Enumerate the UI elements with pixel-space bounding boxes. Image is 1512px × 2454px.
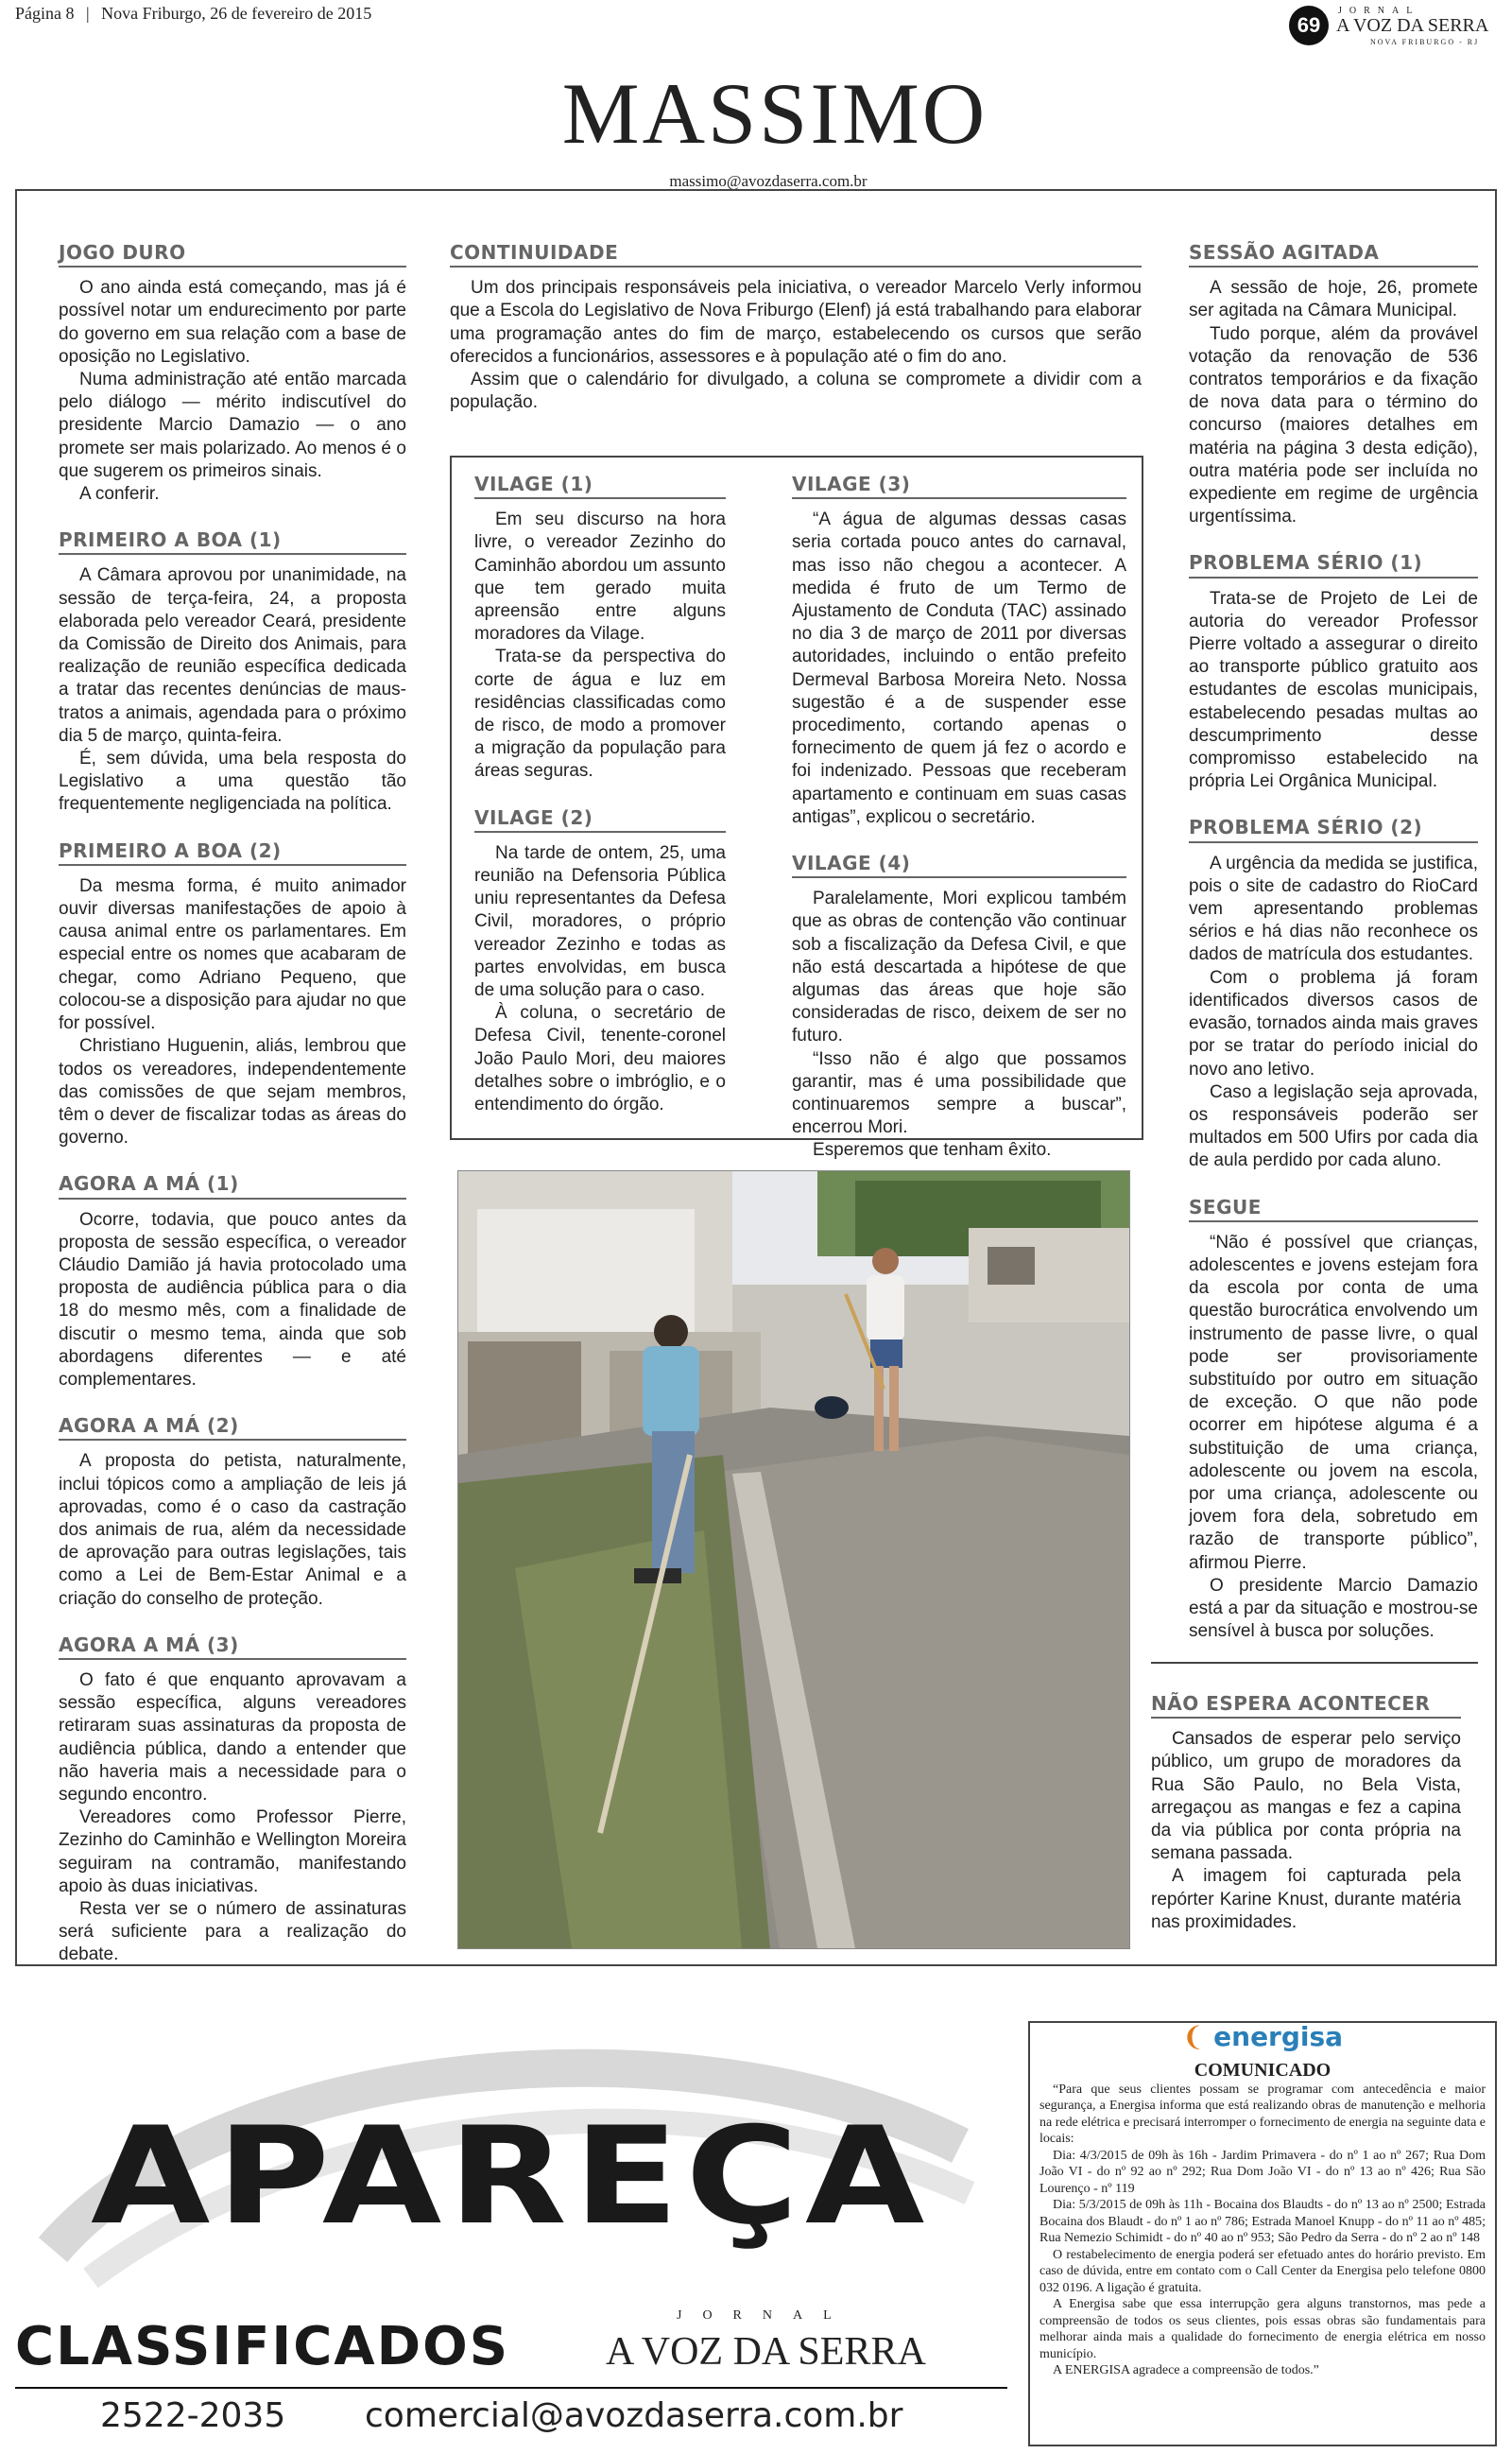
classificados-ad[interactable] (15, 2013, 1007, 2448)
notice-paragraph: Dia: 4/3/2015 de 09h às 16h - Jardim Primavera - do nº 1 ao nº 267; Rua Dom João VI - do nº 92 ao nº 292; Rua Dom João VI - do nº 13 ao nº 426; Rua São Lourenço - nº 119 (1040, 2148, 1486, 2196)
section-sessao-agitada (1189, 241, 1478, 528)
section-heading: AGORA A MÁ (3) (59, 1633, 406, 1660)
section-nao-espera (1151, 1692, 1461, 1934)
paragraph: Caso a legislação seja aprovada, os responsáveis poderão ser multados em 500 Ufirs por cada dia de aula perdido por cada aluno. (1189, 1081, 1478, 1171)
section-continuidade (450, 241, 1142, 414)
ad-email[interactable]: comercial@avozdaserra.com.br (365, 2396, 903, 2435)
paragraph: Da mesma forma, é muito animador ouvir diversas manifestações de apoio à causa animal entre os parlamentares. Em especial entre os nomes que acabaram de chegar, como Adriano Pequeno, que colocou-se a disposição para ajudar no que for possível. (59, 875, 406, 1034)
paragraph: Com o problema já foram identificados diversos casos de evasão, tornados ainda mais graves por se tratar do período inicial do novo ano letivo. (1189, 967, 1478, 1080)
page-header (15, 0, 1497, 46)
section-vilage-2 (474, 806, 726, 1117)
section-segue (1189, 1196, 1478, 1644)
logo-mark-icon: 69 (1289, 6, 1329, 45)
section-heading: VILAGE (4) (792, 852, 1126, 878)
section-heading: CONTINUIDADE (450, 241, 1142, 268)
notice-paragraph: A Energisa sabe que essa interrupção gera alguns transtornos, mas pede a compreensão de todos os seus clientes, pois essas obras são fundamentais para melhorar ainda mais a qualidade do fornecimento de energia elétrica em nosso município. (1040, 2297, 1486, 2361)
section-agora-ma-1 (59, 1172, 406, 1391)
paragraph: Christiano Huguenin, aliás, lembrou que todos os vereadores, independentemente das comissões de que sejam membros, têm o dever de fiscalizar todas as áreas do governo. (59, 1036, 406, 1149)
paragraph: “Isso não é algo que possamos garantir, mas é uma possibilidade que continuaremos sempre a buscar”, encerrou Mori. (792, 1048, 1126, 1138)
notice-paragraph: “Para que seus clientes possam se programar com antecedência e maior segurança, a Energisa informa que está realizando obras de manutenção e melhoria na rede elétrica e precisará interromper o fornecimento de energia na seguinte data e locais: (1040, 2082, 1486, 2146)
logo-journal-label: JORNAL (1338, 6, 1420, 16)
paragraph: A proposta do petista, naturalmente, inclui tópicos como a ampliação de leis já aprovadas, como é o caso da castração dos animais de rua, além da necessidade de aprovação para outras legislações, tais como a Lei de Bem-Estar Animal e a criação do conselho de proteção. (59, 1451, 406, 1609)
paragraph: Trata-se da perspectiva do corte de água e luz em residências classificadas como de risco, de modo a promover a migração da população para áreas seguras. (474, 647, 726, 782)
paragraph: Trata-se de Projeto de Lei de autoria do vereador Professor Pierre voltado a assegurar o direito ao transporte público gratuito aos estudantes de escolas municipais, estabelecendo pesadas multas ao descumprimento desse compromisso estabelecido na própria Lei Orgânica Municipal. (1189, 588, 1478, 792)
paragraph: Tudo porque, além da provável votação da renovação de 536 contratos temporários e da fixação de nova data para o término do concurso (maiores detalhes em matéria na página 3 desta edição), outra matéria pode ser incluída no expediente em regime de urgência urgentíssima. (1189, 323, 1478, 527)
section-heading: PROBLEMA SÉRIO (1) (1189, 551, 1478, 578)
section-jogo-duro (59, 241, 406, 506)
paragraph: A sessão de hoje, 26, promete ser agitada na Câmara Municipal. (1189, 278, 1478, 321)
left-column (59, 241, 406, 1990)
logo-name: A VOZ DA SERRA (1336, 15, 1489, 36)
paragraph: Resta ver se o número de assinaturas será suficiente para a realização do debate. (59, 1899, 406, 1965)
notice-title: COMUNICADO (1194, 2060, 1332, 2081)
vilage-column-right (792, 473, 1126, 1185)
section-problema-serio-1 (1189, 551, 1478, 793)
paragraph: O fato é que enquanto aprovavam a sessão específica, alguns vereadores retiraram suas assinaturas da proposta de audiência pública, dando a entender que não haveria mais a necessidade para o segundo encontro. (59, 1669, 406, 1805)
paragraph: O ano ainda está começando, mas já é possível notar um endurecimento por parte do governo em sua relação com a base de oposição no Legislativo. (59, 278, 406, 367)
column-email[interactable]: massimo@avozdaserra.com.br (669, 172, 868, 190)
section-heading: PRIMEIRO A BOA (2) (59, 839, 406, 866)
energisa-logo (1040, 2021, 1486, 2061)
paragraph: Ocorre, todavia, que pouco antes da proposta de sessão específica, o vereador Cláudio Damião já havia protocolado uma proposta de audiência pública para o dia 18 do mesmo mês, com a finalidade de discutir o mesmo tema, ainda que sob abordagens diferentes — e até complementares. (59, 1209, 406, 1390)
paragraph: À coluna, o secretário de Defesa Civil, tenente-coronel João Paulo Mori, deu maiores detalhes sobre o imbróglio, e o entendimento do órgão. (474, 1003, 726, 1115)
paragraph: “Não é possível que crianças, adolescentes e jovens estejam fora da escola por conta de uma questão burocrática envolvendo um instrumento de passe livre, o qual pode ser provisoriamente substituído por outro em situação de exceção. O que não pode ocorrer em hipótese alguma é a substituição de uma criança, adolescente ou jovem na escola, por uma criança, adolescente ou jovem fora dela, sobretudo em razão de transporte público”, afirmou Pierre. (1189, 1232, 1478, 1573)
section-vilage-4 (792, 852, 1126, 1163)
logo-sub: NOVA FRIBURGO - RJ (1370, 38, 1480, 46)
paragraph: A conferir. (79, 484, 160, 505)
paragraph: Na tarde de ontem, 25, uma reunião na Defensoria Pública uniu representantes da Defesa Civil, moradores, o próprio vereador Zezinho e todas as partes envolvidas, em busca de uma solução para o caso. (474, 842, 726, 1001)
section-heading: JOGO DURO (59, 241, 406, 268)
section-primeiro-boa-2 (59, 839, 406, 1150)
section-heading: AGORA A MÁ (2) (59, 1414, 406, 1441)
paragraph: Vereadores como Professor Pierre, Zezinho do Caminhão e Wellington Moreira seguiram na contramão, manifestando apoio às duas iniciativas. (59, 1807, 406, 1896)
ad-headline: APAREÇA (91, 2099, 932, 2255)
paragraph: A imagem foi capturada pela repórter Karine Knust, durante matéria nas proximidades. (1151, 1866, 1461, 1932)
section-heading: SEGUE (1189, 1196, 1478, 1222)
section-agora-ma-3 (59, 1633, 406, 1967)
newspaper-logo (1289, 6, 1497, 47)
ad-divider (15, 2387, 1007, 2389)
paragraph: A Câmara aprovou por unanimidade, na sessão de terça-feira, 24, a proposta elaborada pelo vereador Ceará, presidente da Comissão de Direito dos Animais, para realização de reunião específica dedicada a tratar das recentes denúncias de maus-tratos a animais, agendada para o próximo dia 5 de março, quinta-feira. (59, 565, 406, 746)
paragraph: “A água de algumas dessas casas seria cortada pouco antes do carnaval, mas isso não chegou a acontecer. A medida é fruto de um Termo de Ajustamento de Conduta (TAC) assinado no dia 3 de março de 2011 por diversas autoridades, incluindo o então prefeito Dermeval Barbosa Moreira Neto. Nossa sugestão é a de suspender esse procedimento, cortando apenas o fornecimento de quem já fez o acordo e foi indenizado. Pessoas que receberam apartamento e continuam em suas casas antigas”, explicou o secretário. (792, 510, 1126, 827)
paragraph: Numa administração até então marcada pelo diálogo — mérito indiscutível do presidente Marcio Damazio — o ano promete ser mais polarizado. Ao menos é o que sugerem os primeiros sinais. (59, 370, 406, 481)
section-heading: PRIMEIRO A BOA (1) (59, 528, 406, 555)
column-title: MASSIMO (561, 65, 988, 162)
right-column (1189, 241, 1478, 1666)
section-primeiro-boa-1 (59, 528, 406, 816)
section-heading: SESSÃO AGITADA (1189, 241, 1478, 268)
header-separator: | (86, 4, 90, 23)
energisa-swirl-icon: ❨ (1181, 2021, 1205, 2052)
section-heading: VILAGE (3) (792, 473, 1126, 499)
paragraph: O presidente Marcio Damazio está a par da situação e mostrou-se sensível à busca por soluções. (1189, 1575, 1478, 1642)
section-heading: AGORA A MÁ (1) (59, 1172, 406, 1199)
notice-paragraph: A ENERGISA agradece a compreensão de todos.” (1053, 2363, 1319, 2377)
ad-classificados-label: CLASSIFICADOS (15, 2316, 510, 2377)
section-problema-serio-2 (1189, 816, 1478, 1172)
ad-phone[interactable]: 2522-2035 (100, 2396, 286, 2435)
section-agora-ma-2 (59, 1414, 406, 1611)
paragraph: Paralelamente, Mori explicou também que as obras de contenção vão continuar sob a fiscalização da Defesa Civil, e que não está descartada a hipótese de que algumas das áreas que hoje são consideradas de risco, deixem de ser no futuro. (792, 889, 1126, 1046)
ad-journal-small: JORNAL (677, 2308, 852, 2323)
energisa-notice (1028, 2021, 1497, 2446)
section-heading: VILAGE (1) (474, 473, 726, 499)
paragraph: A urgência da medida se justifica, pois o site de cadastro do RioCard vem apresentando problemas sérios e há dias não reconhece os dados de matrícula dos estudantes. (1189, 853, 1478, 965)
paragraph: Um dos principais responsáveis pela iniciativa, o vereador Marcelo Verly informou que a Escola do Legislativo de Nova Friburgo (Elenf) já está trabalhando para elaborar uma programação antes do fim de março, estabelecendo os cursos que serão oferecidos a funcionários, assessores e à população até o fim do ano. (450, 278, 1142, 367)
paragraph: Cansados de esperar pelo serviço público, um grupo de moradores da Rua São Paulo, no Bela Vista, arregaçou as mangas e fez a capina da via pública por conta própria na semana passada. (1151, 1729, 1461, 1864)
section-vilage-1 (474, 473, 726, 784)
section-heading: PROBLEMA SÉRIO (2) (1189, 816, 1478, 842)
street-cleanup-photo (457, 1170, 1130, 1949)
vilage-column-left (474, 473, 726, 1139)
energisa-brand: energisa (1213, 2021, 1344, 2052)
notice-paragraph: O restabelecimento de energia poderá ser efetuado antes do horário previsto. Em caso de dúvida, entre em contato com o Call Center da Energisa pelo telefone 0800 032 0196. A ligação é gratuita. (1040, 2247, 1486, 2295)
paragraph: Assim que o calendário for divulgado, a coluna se compromete a dividir com a população. (450, 370, 1142, 413)
paragraph: Esperemos que tenham êxito. (813, 1140, 1052, 1161)
notice-paragraph: Dia: 5/3/2015 de 09h às 11h - Bocaina dos Blaudts - do nº 13 ao nº 2500; Estrada Bocaina dos Blaudt - do nº 1 ao nº 786; Estrada Manoel Knupp - do nº 11 ao nº 485; Rua Nemezio Schimidt - do nº 40 ao nº 953; São Pedro da Serra - do nº 2 ao nº 148 (1040, 2198, 1486, 2245)
section-heading: VILAGE (2) (474, 806, 726, 833)
page-info (15, 4, 371, 24)
location-date: Nova Friburgo, 26 de fevereiro de 2015 (101, 4, 372, 23)
section-heading: NÃO ESPERA ACONTECER (1151, 1692, 1461, 1719)
page-number: Página 8 (15, 4, 75, 23)
ad-journal-name: A VOZ DA SERRA (606, 2330, 926, 2374)
paragraph: É, sem dúvida, uma bela resposta do Legislativo a uma questão tão frequentemente negligenciada na política. (59, 749, 406, 815)
section-vilage-3 (792, 473, 1126, 829)
paragraph: Em seu discurso na hora livre, o vereador Zezinho do Caminhão abordou um assunto que tem gerado muita apreensão entre alguns moradores da Vilage. (474, 510, 726, 645)
section-divider (1151, 1662, 1478, 1664)
